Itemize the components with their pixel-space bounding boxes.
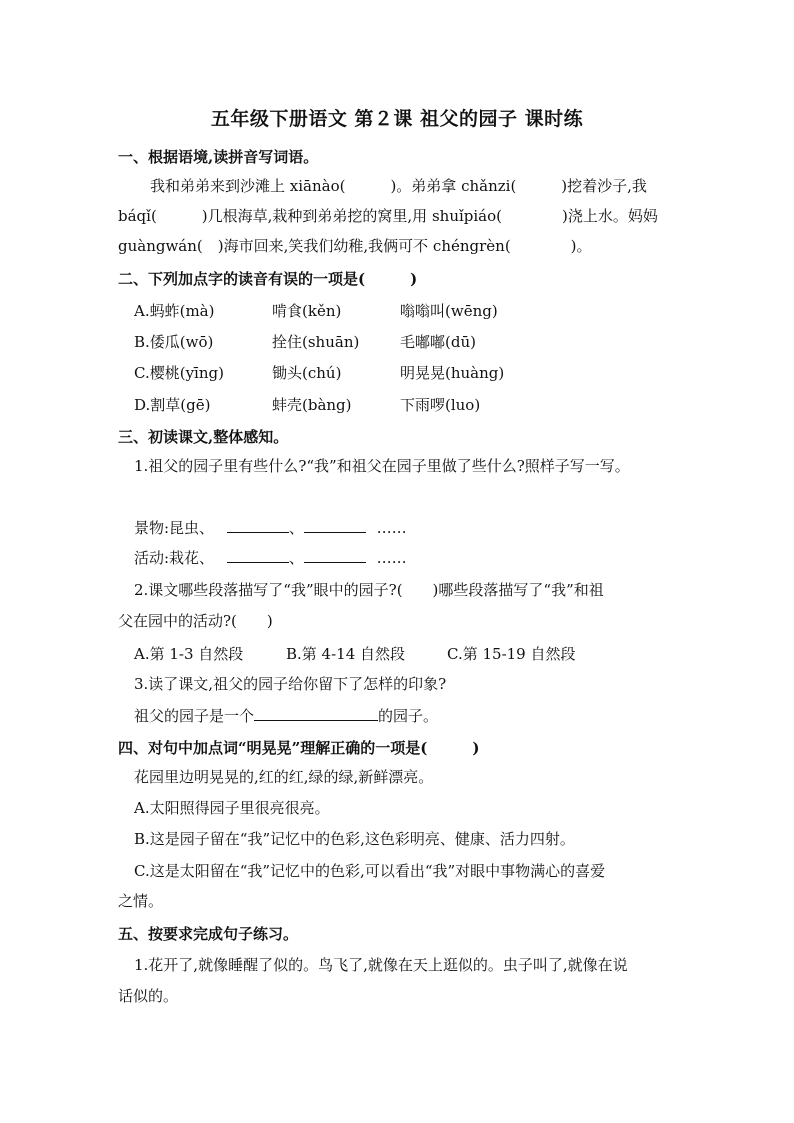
q3-answer-prefix: 祖父的园子是一个 (134, 707, 255, 725)
s5-question-1-line-2: 话似的。 (118, 987, 179, 1005)
s4-sentence: 花园里边明晃晃的,红的红,绿的绿,新鲜漂亮。 (134, 768, 434, 786)
s3-q3-answer-row (134, 706, 438, 726)
s3-question-1: 1.祖父的园子里有些什么?“我”和祖父在园子里做了些什么?照样子写一写。 (134, 457, 630, 475)
s2-option-d-2: 蚌壳(bàng) (272, 396, 352, 414)
s2-option-c-3: 明晃晃(huàng) (400, 364, 505, 382)
q3-answer-blank[interactable] (254, 720, 378, 721)
separator: 、 (288, 549, 304, 567)
s3-q2-option-a: A.第 1-3 自然段 (134, 645, 244, 663)
s3-scenery-row (134, 518, 407, 538)
ellipsis: …… (376, 549, 407, 567)
s3-q2-option-c: C.第 15-19 自然段 (447, 645, 576, 663)
s1-line-1: 我和弟弟来到沙滩上 xiānào( )。弟弟拿 chǎnzi( )挖着沙子,我 (150, 177, 647, 195)
s3-question-3: 3.读了课文,祖父的园子给你留下了怎样的印象? (134, 675, 447, 693)
section3-heading: 三、初读课文,整体感知。 (118, 428, 289, 446)
section1-heading: 一、根据语境,读拼音写词语。 (118, 148, 319, 166)
scenery-blank-1[interactable] (227, 532, 289, 533)
s2-option-b-3: 毛嘟嘟(dū) (400, 333, 476, 351)
ellipsis: …… (376, 519, 407, 537)
s5-question-1-line-1: 1.花开了,就像睡醒了似的。鸟飞了,就像在天上逛似的。虫子叫了,就像在说 (134, 956, 628, 974)
s1-line-3: guàngwán( )海市回来,笑我们幼稚,我俩可不 chéngrèn( )。 (118, 237, 592, 255)
section4-heading: 四、对句中加点词“明晃晃”理解正确的一项是( ) (118, 739, 480, 757)
scenery-blank-2[interactable] (304, 532, 366, 533)
s3-question-2-line-1: 2.课文哪些段落描写了“我”眼中的园子?( )哪些段落描写了“我”和祖 (134, 581, 604, 599)
section5-heading: 五、按要求完成句子练习。 (118, 925, 299, 943)
s4-option-b: B.这是园子留在“我”记忆中的色彩,这色彩明亮、健康、活力四射。 (134, 830, 575, 848)
separator: 、 (288, 519, 304, 537)
s2-option-a: A.蚂蚱(mà) (134, 302, 215, 320)
s2-option-c: C.樱桃(yīng) (134, 364, 224, 382)
q3-answer-suffix: 的园子。 (378, 707, 439, 725)
s4-option-a: A.太阳照得园子里很亮很亮。 (134, 799, 330, 817)
page-title: 五年级下册语文 第２课 祖父的园子 课时练 (210, 108, 584, 130)
section2-heading: 二、下列加点字的读音有误的一项是( ) (118, 270, 418, 288)
s2-option-b-2: 拴住(shuān) (272, 333, 360, 351)
s2-option-a-3: 嗡嗡叫(wēng) (400, 302, 498, 320)
s3-activity-row (134, 548, 407, 568)
s2-option-a-2: 啃食(kěn) (272, 302, 342, 320)
activity-label: 活动:栽花、 (134, 549, 215, 567)
s4-option-c-line-2: 之情。 (118, 892, 164, 910)
s2-option-d: D.割草(gē) (134, 396, 211, 414)
s2-option-d-3: 下雨啰(luo) (400, 396, 481, 414)
s2-option-c-2: 锄头(chú) (272, 364, 342, 382)
s3-q2-option-b: B.第 4-14 自然段 (286, 645, 406, 663)
activity-blank-2[interactable] (304, 562, 366, 563)
scenery-label: 景物:昆虫、 (134, 519, 215, 537)
s3-question-2-line-2: 父在园中的活动?( ) (118, 612, 273, 630)
s2-option-b: B.倭瓜(wō) (134, 333, 214, 351)
s1-line-2: báqǐ( )几根海草,栽种到弟弟挖的窝里,用 shuǐpiáo( )浇上水。妈妈 (118, 207, 658, 225)
activity-blank-1[interactable] (227, 562, 289, 563)
s4-option-c-line-1: C.这是太阳留在“我”记忆中的色彩,可以看出“我”对眼中事物满心的喜爱 (134, 862, 606, 880)
